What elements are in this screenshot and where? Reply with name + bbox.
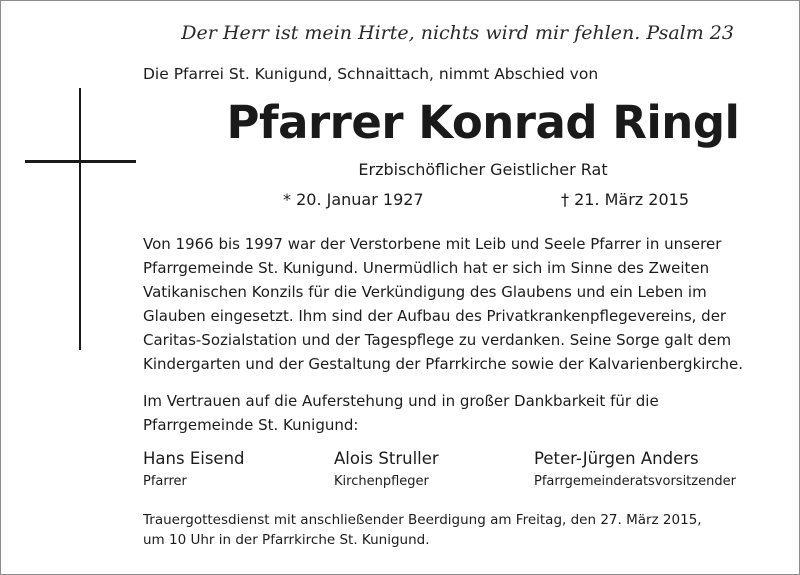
text-line: Pfarrgemeinde St. Kunigund:	[143, 416, 359, 434]
biography-paragraph	[143, 232, 783, 376]
text-line: Kindergarten und der Gestaltung der Pfarrkirche sowie der Kalvarienbergkirche.	[143, 355, 744, 373]
psalm-motto: Der Herr ist mein Hirte, nichts wird mir fehlen. Psalm 23	[181, 22, 734, 44]
text-line: Caritas-Sozialstation und der Tagespflege zu verdanken. Seine Sorge galt dem	[143, 331, 732, 349]
text-line: Vatikanischen Konzils für die Verkündigung des Glaubens und ein Leben im	[143, 283, 707, 301]
birth-date: * 20. Januar 1927	[283, 190, 424, 209]
signatory	[534, 447, 736, 492]
signatory-name: Hans Eisend	[143, 449, 245, 468]
text-line: Im Vertrauen auf die Auferstehung und in großer Dankbarkeit für die	[143, 392, 659, 410]
text-line: Von 1966 bis 1997 war der Verstorbene mit Leib und Seele Pfarrer in unserer	[143, 235, 722, 253]
text-line: Glauben eingesetzt. Ihm sind der Aufbau des Privatkrankenpflegevereins, der	[143, 307, 727, 325]
signatory-role: Pfarrgemeinderatsvorsitzender	[534, 474, 736, 489]
deceased-name: Pfarrer Konrad Ringl	[226, 96, 740, 149]
signatory	[334, 447, 439, 492]
signatory-name: Alois Struller	[334, 449, 439, 468]
signatory-role: Kirchenpfleger	[334, 474, 429, 489]
text-line: Trauergottesdienst mit anschließender Beerdigung am Freitag, den 27. März 2015,	[143, 512, 702, 528]
signatory-role: Pfarrer	[143, 474, 187, 489]
intro-line: Die Pfarrei St. Kunigund, Schnaittach, nimmt Abschied von	[143, 65, 599, 83]
signatory-name: Peter-Jürgen Anders	[534, 449, 699, 468]
death-date: † 21. März 2015	[561, 190, 690, 209]
funeral-service-info	[143, 510, 702, 550]
honorary-title: Erzbischöflicher Geistlicher Rat	[358, 160, 608, 179]
gratitude-paragraph	[143, 389, 783, 437]
signatory	[143, 447, 245, 492]
text-line: Pfarrgemeinde St. Kunigund. Unermüdlich hat er sich im Sinne des Zweiten	[143, 259, 710, 277]
text-line: um 10 Uhr in der Pfarrkirche St. Kunigund.	[143, 532, 430, 548]
